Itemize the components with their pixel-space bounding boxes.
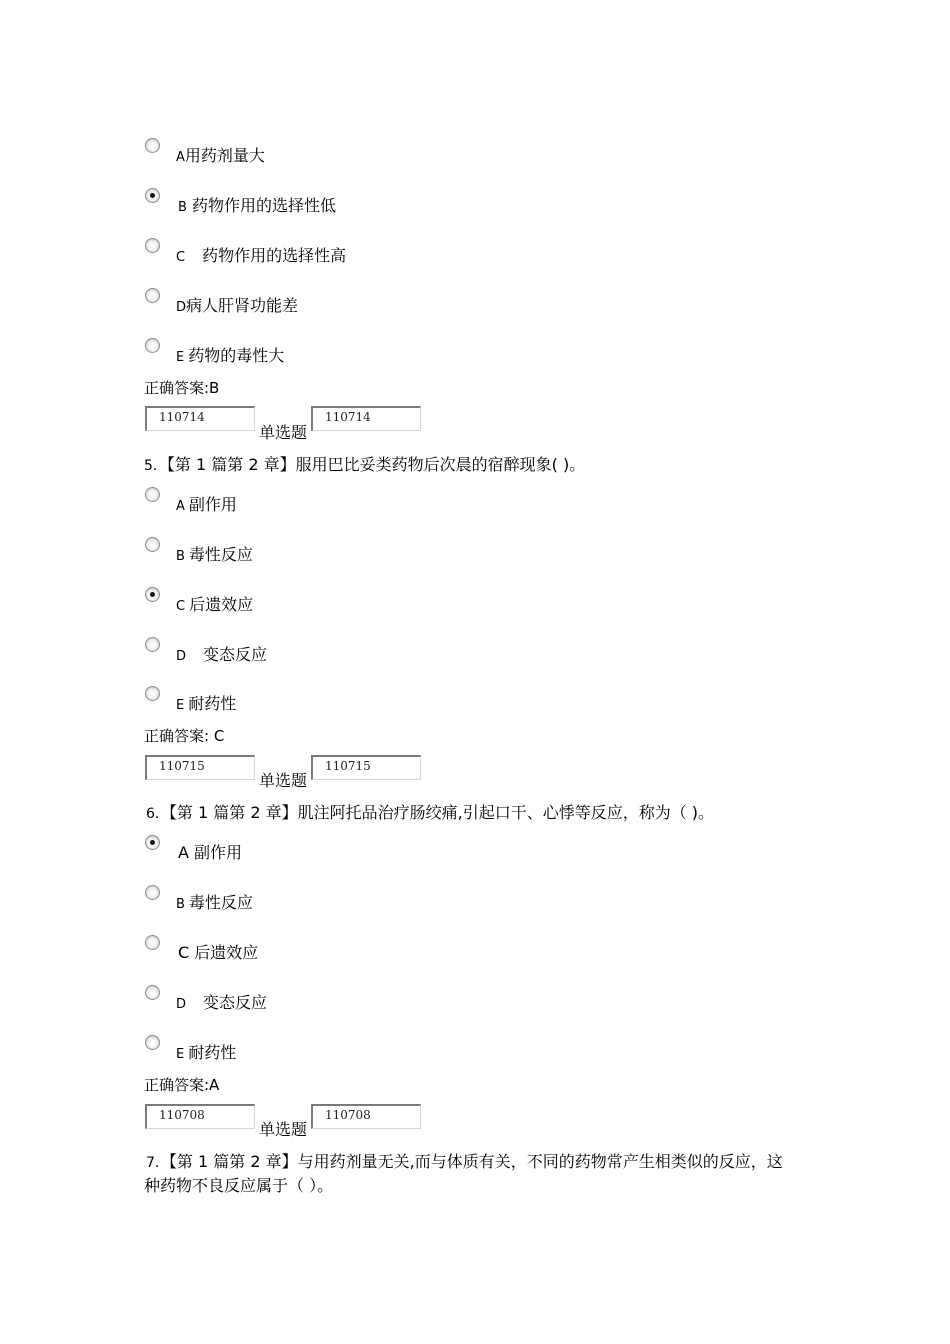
option-c: C 药物作用的选择性高 [176,246,347,265]
correct-answer: 正确答案:B [144,379,220,397]
option-e: E 耐药性 [176,694,237,713]
option-e: E 药物的毒性大 [176,346,285,365]
option-b: B 药物作用的选择性低 [178,196,337,215]
question-5-title: 5．【第 1 篇第 2 章】服用巴比妥类药物后次晨的宿醉现象( )。 [144,455,586,474]
option-b-radio[interactable] [145,885,160,900]
question-7-title: 7．【第 1 篇第 2 章】与用药剂量无关,而与体质有关，不同的药物常产生相类似的反应，这 [146,1152,783,1171]
option-e: E 耐药性 [176,1043,237,1062]
option-b: B 毒性反应 [176,893,253,912]
option-d-radio[interactable] [145,288,160,303]
option-d: D病人肝肾功能差 [176,296,299,315]
option-d-radio[interactable] [145,637,160,652]
id-field[interactable]: 110715 [145,755,255,780]
id-field[interactable]: 110714 [145,406,255,431]
id-field[interactable]: 110714 [311,406,421,431]
correct-answer: 正确答案:A [144,1076,220,1094]
id-field[interactable]: 110715 [311,755,421,780]
option-b-radio[interactable] [145,188,160,203]
option-d: D 变态反应 [176,993,268,1012]
question-type: 单选题 [259,771,308,790]
id-field[interactable]: 110708 [311,1104,421,1129]
option-a: A 副作用 [178,843,243,862]
option-c-radio[interactable] [145,238,160,253]
option-d: D 变态反应 [176,645,268,664]
option-b: B 毒性反应 [176,545,253,564]
option-a-radio[interactable] [145,487,160,502]
option-a-radio[interactable] [145,138,160,153]
option-a-radio[interactable] [145,835,160,850]
option-b-radio[interactable] [145,537,160,552]
option-a: A 副作用 [176,495,237,514]
id-field[interactable]: 110708 [145,1104,255,1129]
question-type: 单选题 [259,423,308,442]
question-7-title-cont: 种药物不良反应属于（ ）。 [144,1176,334,1195]
correct-answer: 正确答案: C [144,727,225,745]
option-e-radio[interactable] [145,1035,160,1050]
option-d-radio[interactable] [145,985,160,1000]
option-a: A用药剂量大 [176,146,265,165]
question-type: 单选题 [259,1120,308,1139]
option-e-radio[interactable] [145,686,160,701]
option-c-radio[interactable] [145,935,160,950]
option-c-radio[interactable] [145,587,160,602]
question-6-title: 6．【第 1 篇第 2 章】肌注阿托品治疗肠绞痛,引起口干、心悸等反应，称为（ )。 [146,803,715,822]
option-c: C 后遗效应 [176,595,254,614]
option-e-radio[interactable] [145,338,160,353]
option-c: C 后遗效应 [178,943,259,962]
